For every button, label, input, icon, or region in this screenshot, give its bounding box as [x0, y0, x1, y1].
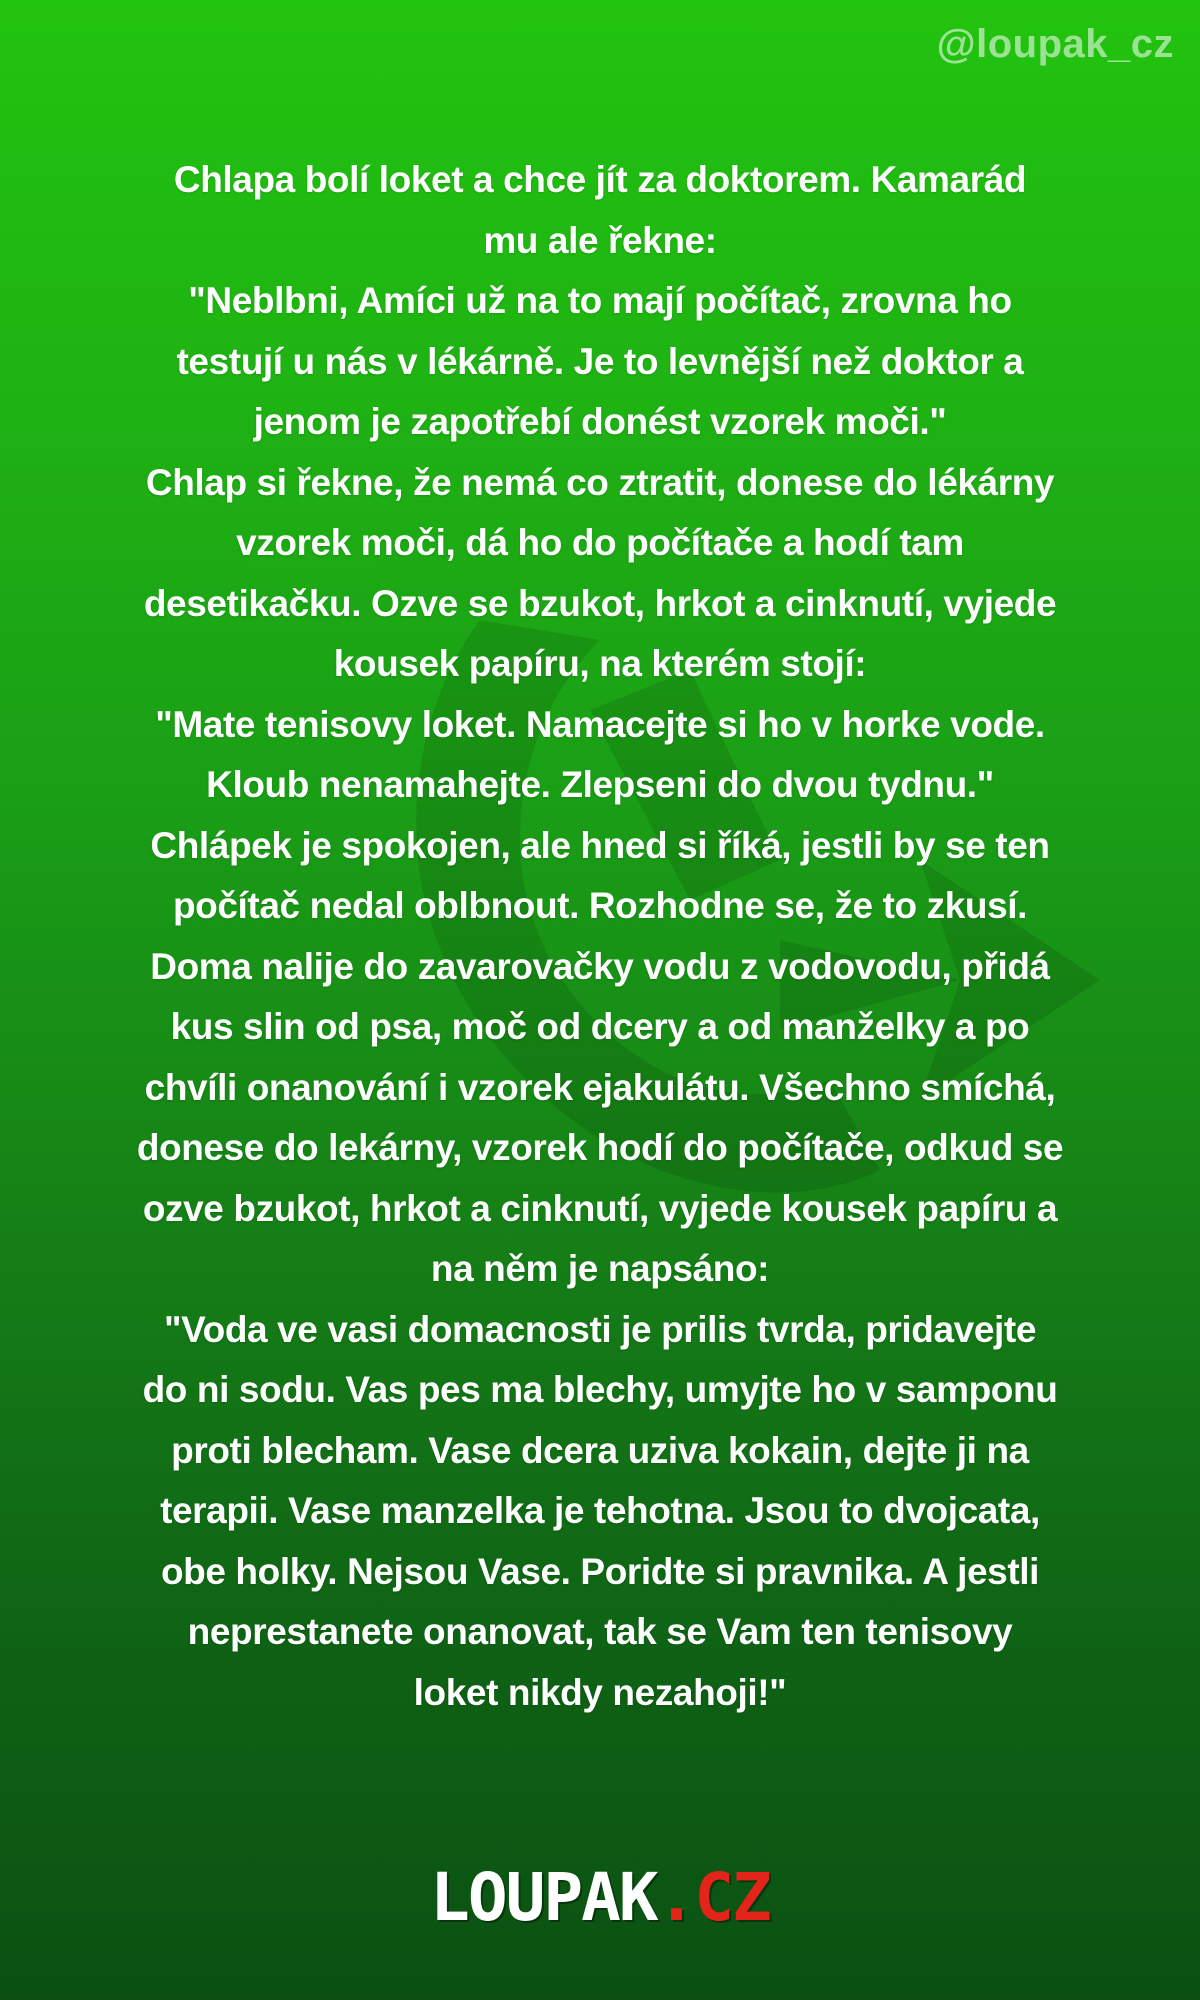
logo-brand: LOUPAK	[430, 1859, 657, 1936]
joke-line: chvíli onanování i vzorek ejakulátu. Všechno smíchá,	[144, 1066, 1056, 1108]
joke-line: testují u nás v lékárně. Je to levnější než doktor a	[176, 340, 1024, 382]
joke-line: kus slin od psa, moč od dcery a od manželky a po	[170, 1006, 1030, 1047]
joke-line: Doma nalije do zavarovačky vodu z vodovodu, přidá	[150, 945, 1050, 987]
joke-line: jenom je zapotřebí donést vzorek moči."	[253, 401, 947, 442]
joke-line: do ni sodu. Vas pes ma blechy, umyjte ho v samponu	[142, 1369, 1058, 1410]
joke-line: na něm je napsáno:	[430, 1248, 770, 1289]
logo-tld: .CZ	[656, 1859, 770, 1936]
joke-line: terapii. Vase manzelka je tehotna. Jsou to dvojcata,	[160, 1490, 1040, 1531]
joke-line: Chlapa bolí loket a chce jít za doktorem. Kamarád	[173, 159, 1027, 200]
joke-line: "Voda ve vasi domacnosti je prilis tvrda, pridavejte	[163, 1308, 1037, 1350]
joke-line: ozve bzukot, hrkot a cinknutí, vyjede kousek papíru a	[142, 1187, 1058, 1229]
joke-text	[30, 150, 1170, 1723]
joke-line: Chlápek je spokojen, ale hned si říká, jestli by se ten	[150, 824, 1050, 866]
joke-line: desetikačku. Ozve se bzukot, hrkot a cinknutí, vyjede	[143, 582, 1057, 624]
joke-line: mu ale řekne:	[483, 219, 717, 261]
joke-line: Kloub nenamahejte. Zlepseni do dvou tydnu."	[206, 764, 994, 805]
joke-line: donese do lekárny, vzorek hodí do počítače, odkud se	[136, 1127, 1064, 1168]
joke-line: Chlap si řekne, že nemá co ztratit, donese do lékárny	[145, 461, 1055, 503]
joke-line: loket nikdy nezahoji!"	[413, 1671, 787, 1713]
joke-line: obe holky. Nejsou Vase. Poridte si pravnika. A jestli	[160, 1550, 1040, 1592]
joke-line: vzorek moči, dá ho do počítače a hodí tam	[236, 522, 964, 563]
joke-line: neprestanete onanovat, tak se Vam ten tenisovy	[187, 1611, 1013, 1652]
joke-line: "Mate tenisovy loket. Namacejte si ho v horke vode.	[155, 703, 1045, 745]
joke-line: počítač nedal oblbnout. Rozhodne se, že to zkusí.	[172, 885, 1028, 926]
loupak-logo	[0, 1858, 1200, 1938]
joke-line: kousek papíru, na kterém stojí:	[333, 643, 867, 684]
social-handle: @loupak_cz	[936, 22, 1174, 66]
joke-line: "Neblbni, Amíci už na to mají počítač, zrovna ho	[188, 280, 1012, 321]
joke-line: proti blecham. Vase dcera uziva kokain, dejte ji na	[171, 1429, 1029, 1471]
